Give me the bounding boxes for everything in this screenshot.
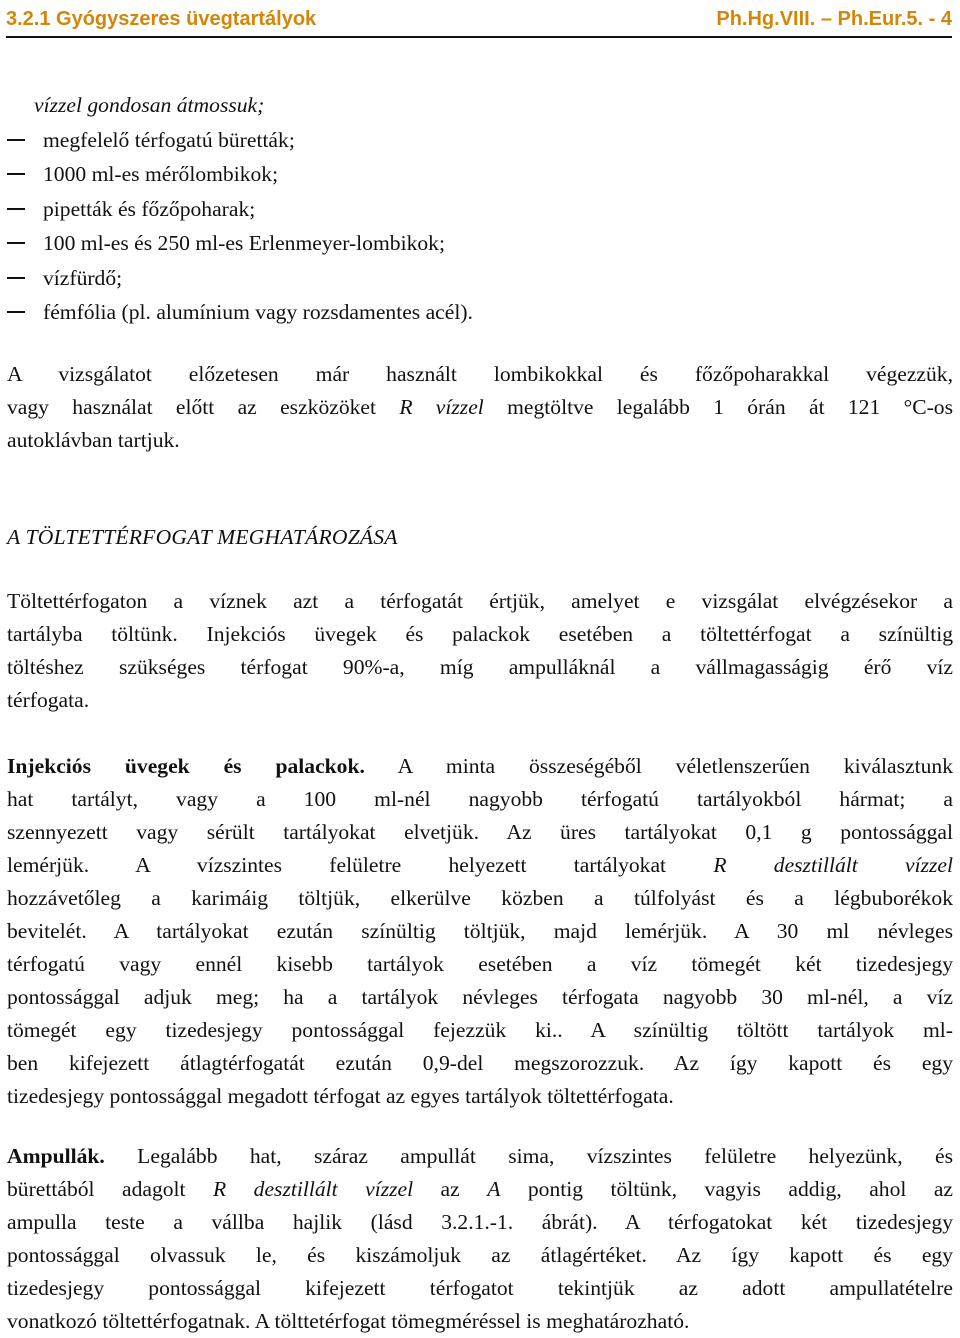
list-item: vízfürdő;	[7, 261, 952, 296]
list-lead-text: vízzel gondosan átmossuk;	[34, 93, 265, 117]
list-item: fémfólia (pl. alumínium vagy rozsdamentes acél).	[7, 295, 952, 330]
dash-bullet-icon	[7, 139, 25, 141]
list-item: 1000 ml-es mérőlombikok;	[7, 157, 952, 192]
run-in-heading: Ampullák.	[7, 1144, 105, 1168]
pharmacopoeia-reference: Ph.Hg.VIII. – Ph.Eur.5. - 4	[716, 8, 952, 30]
paragraph-ampoules: Ampullák. Legalább hat, száraz ampullát sima, vízszintes felületre helyezünk, és bürettából adagolt R desztillált vízzel az A pontig töltünk, vagyis addig, ahol az ampulla teste a vállba hajlik (lásd 3.2.1.-1. ábrát). A térfogatokat két tizedesjegy pontossággal olvassuk le, és kiszámoljuk az átlagértéket. Az így kapott és egy tizedesjegy pontossággal kifejezett térfogatot tekintjük az adott ampullatételre vonatkozó töltettérfogatnak. A tölttetérfogat tömegméréssel is meghatározható.	[7, 1144, 954, 1333]
dash-bullet-icon	[7, 311, 25, 313]
list-item: megfelelő térfogatú büretták;	[7, 123, 952, 158]
paragraph-definition: Töltettérfogaton a víznek azt a térfogatát értjük, amelyet e vizsgálat elvégzésekor a tartályba töltünk. Injekciós üvegek és palackok esetében a töltettérfogat a színültig töltéshez szükséges térfogat 90%-a, míg ampulláknál a vállmagasságig érő víz térfogata.	[7, 589, 953, 712]
section-heading: A TÖLTETTÉRFOGAT MEGHATÁROZÁSA	[7, 525, 398, 549]
dash-bullet-icon	[7, 208, 25, 210]
dash-bullet-icon	[7, 242, 25, 244]
page-header	[6, 2, 952, 38]
dash-bullet-icon	[7, 277, 25, 279]
run-in-heading: Injekciós üvegek és palackok.	[7, 754, 365, 778]
chapter-title: 3.2.1 Gyógyszeres üvegtartályok	[6, 8, 317, 30]
list-item: pipetták és főzőpoharak;	[7, 192, 952, 227]
dash-bullet-icon	[7, 173, 25, 175]
paragraph-vials-and-bottles: Injekciós üvegek és palackok. A minta összeségéből véletlenszerűen kiválasztunk hat tartályt, vagy a 100 ml-nél nagyobb térfogatú tartályokból hármat; a szennyezett vagy sérült tartályokat elvetjük. Az üres tartályokat 0,1 g pontossággal lemérjük. A vízszintes felületre helyezett tartályokat R desztillált vízzel hozzávetőleg a karimáig töltjük, elkerülve közben a túlfolyást és a légbuborékok bevitelét. A tartályokat ezután színültig töltjük, majd lemérjük. A 30 ml névleges térfogatú vagy ennél kisebb tartályok esetében a víz tömegét két tizedesjegy pontossággal adjuk meg; ha a tartályok névleges térfogata nagyobb 30 ml-nél, a víz tömegét egy tizedesjegy pontossággal fejezzük ki.. A színültig töltött tartályok ml- ben kifejezett átlagtérfogatát ezután 0,9-del megszorozzuk. Az így kapott és egy tizedesjegy pontossággal megadott térfogat az egyes tartályok töltettérfogata.	[7, 754, 953, 1108]
list-item: 100 ml-es és 250 ml-es Erlenmeyer-lombikok;	[7, 226, 952, 261]
equipment-list	[7, 88, 952, 330]
paragraph-preparation: A vizsgálatot előzetesen már használt lombikokkal és főzőpoharakkal végezzük, vagy használat előtt az eszközöket R vízzel megtöltve legalább 1 órán át 121 °C-os autoklávban tartjuk.	[7, 362, 953, 452]
